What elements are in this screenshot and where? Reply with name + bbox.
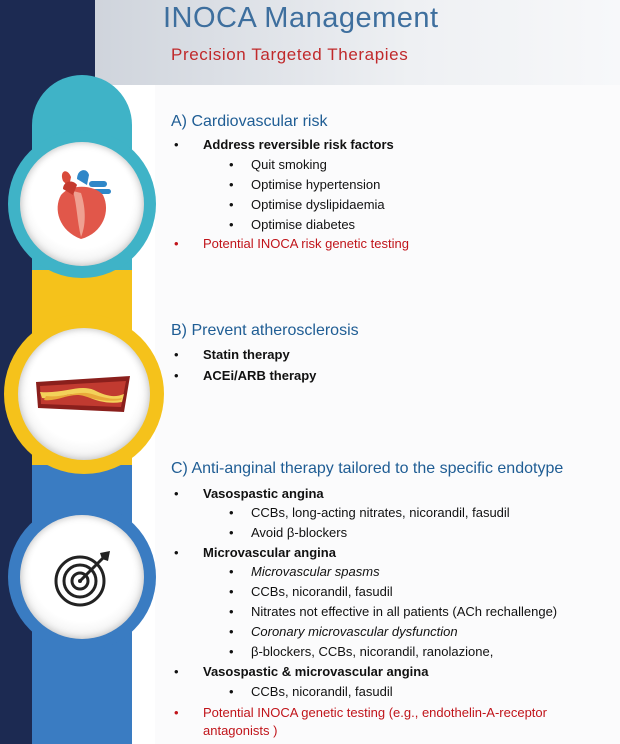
list-item: Avoid β-blockers [251,525,348,540]
section-a-title: A) Cardiovascular risk [171,113,328,130]
bullet: • [229,217,234,232]
list-item: Vasospastic & microvascular angina [203,664,429,679]
bullet: • [229,177,234,192]
heart-icon [47,165,119,243]
list-item: CCBs, nicorandil, fasudil [251,684,393,699]
list-item-highlight-continuation: antagonists ) [203,723,278,738]
list-item: β-blockers, CCBs, nicorandil, ranolazione, [251,644,494,659]
list-item: Microvascular spasms [251,564,380,579]
bullet: • [229,644,234,659]
list-item: Optimise hypertension [251,177,381,192]
bullet: • [174,664,179,679]
section-c-title: C) Anti-anginal therapy tailored to the specific endotype [171,460,564,477]
bullet: • [174,705,179,720]
bullet: • [229,505,234,520]
bullet: • [174,236,179,251]
bullet: • [174,368,179,383]
bullet: • [229,684,234,699]
list-item-highlight: Potential INOCA risk genetic testing [203,236,409,251]
page-title: INOCA Management [163,2,439,34]
section-b-title: B) Prevent atherosclerosis [171,322,359,339]
list-item: Vasospastic angina [203,486,324,501]
bullet: • [229,525,234,540]
bullet: • [174,486,179,501]
bullet: • [174,545,179,560]
bullet: • [229,604,234,619]
bullet: • [174,347,179,362]
list-item-highlight: Potential INOCA genetic testing (e.g., endothelin-A-receptor [203,705,547,720]
target-dart-icon [52,547,114,609]
list-item: Nitrates not effective in all patients (ACh rechallenge) [251,604,558,619]
list-item: Coronary microvascular dysfunction [251,624,458,639]
list-item: CCBs, long-acting nitrates, nicorandil, fasudil [251,505,510,520]
bullet: • [229,157,234,172]
list-item: ACEi/ARB therapy [203,368,317,383]
list-item: Quit smoking [251,157,327,172]
page-subtitle: Precision Targeted Therapies [171,45,409,64]
bullet: • [229,584,234,599]
bullet: • [229,564,234,579]
list-item: CCBs, nicorandil, fasudil [251,584,393,599]
artery-plaque-icon [34,372,134,416]
bullet: • [229,624,234,639]
list-item: Microvascular angina [203,545,336,560]
list-item: Optimise diabetes [251,217,356,232]
bullet: • [229,197,234,212]
list-item: Address reversible risk factors [203,137,394,152]
list-item: Optimise dyslipidaemia [251,197,385,212]
list-item: Statin therapy [203,347,290,362]
bullet: • [174,137,179,152]
